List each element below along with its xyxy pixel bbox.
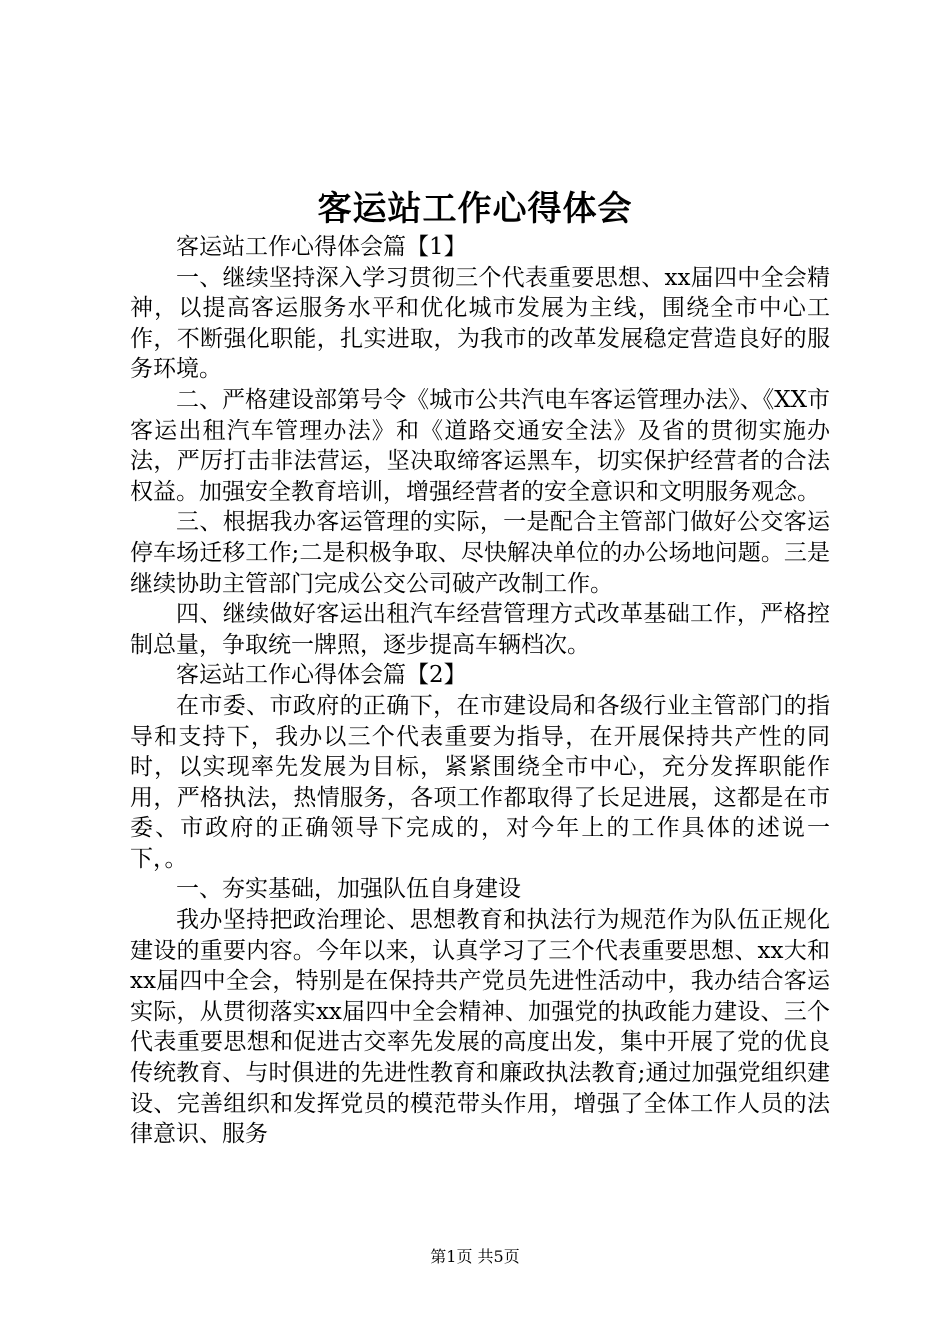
- paragraph: 三、根据我办客运管理的实际，一是配合主管部门做好公交客运停车场迁移工作;二是积极争取、尽快解决单位的办公场地问题。三是继续协助主管部门完成公交公司破产改制工作。: [130, 509, 830, 597]
- document-title: 客运站工作心得体会: [317, 189, 633, 229]
- paragraph: 我办坚持把政治理论、思想教育和执法行为规范作为队伍正规化建设的重要内容。今年以来，认真学习了三个代表重要思想、xx大和xx届四中全会，特别是在保持共产党员先进性活动中，我办结合客运实际，从贯彻落实xx届四中全会精神、加强党的执政能力建设、三个代表重要思想和促进古交率先发展的高度出发，集中开展了党的优良传统教育、与时俱进的先进性教育和廉政执法教育;通过加强党组织建设、完善组织和发挥党员的模范带头作用，增强了全体工作人员的法律意识、服务: [130, 907, 830, 1148]
- paragraph: 在市委、市政府的正确下，在市建设局和各级行业主管部门的指导和支持下，我办以三个代表重要为指导，在开展保持共产性的同时，以实现率先发展为目标，紧紧围绕全市中心，充分发挥职能作用，严格执法，热情服务，各项工作都取得了长足进展，这都是在市委、市政府的正确领导下完成的，对今年上的工作具体的述说一下，。: [130, 692, 830, 872]
- paragraph: 客运站工作心得体会篇【1】: [176, 234, 467, 260]
- paragraph: 一、夯实基础，加强队伍自身建设: [176, 876, 521, 903]
- paragraph: 二、严格建设部第号令《城市公共汽电车客运管理办法》、《XX市客运出租汽车管理办法》和《道路交通安全法》及省的贯彻实施办法，严厉打击非法营运，坚决取缔客运黑车，切实保护经营者的合法权益。加强安全教育培训，增强经营者的安全意识和文明服务观念。: [130, 386, 830, 505]
- paragraph: 一、继续坚持深入学习贯彻三个代表重要思想、xx届四中全会精神，以提高客运服务水平和优化城市发展为主线，围绕全市中心工作，不断强化职能，扎实进取，为我市的改革发展稳定营造良好的服务环境。: [130, 264, 830, 383]
- paragraph: 四、继续做好客运出租汽车经营管理方式改革基础工作，严格控制总量，争取统一牌照，逐步提高车辆档次。: [130, 601, 830, 658]
- document-body: [130, 232, 830, 1150]
- paragraph: 客运站工作心得体会篇【2】: [176, 662, 467, 689]
- page-number: 第1页 共5页: [430, 1247, 520, 1266]
